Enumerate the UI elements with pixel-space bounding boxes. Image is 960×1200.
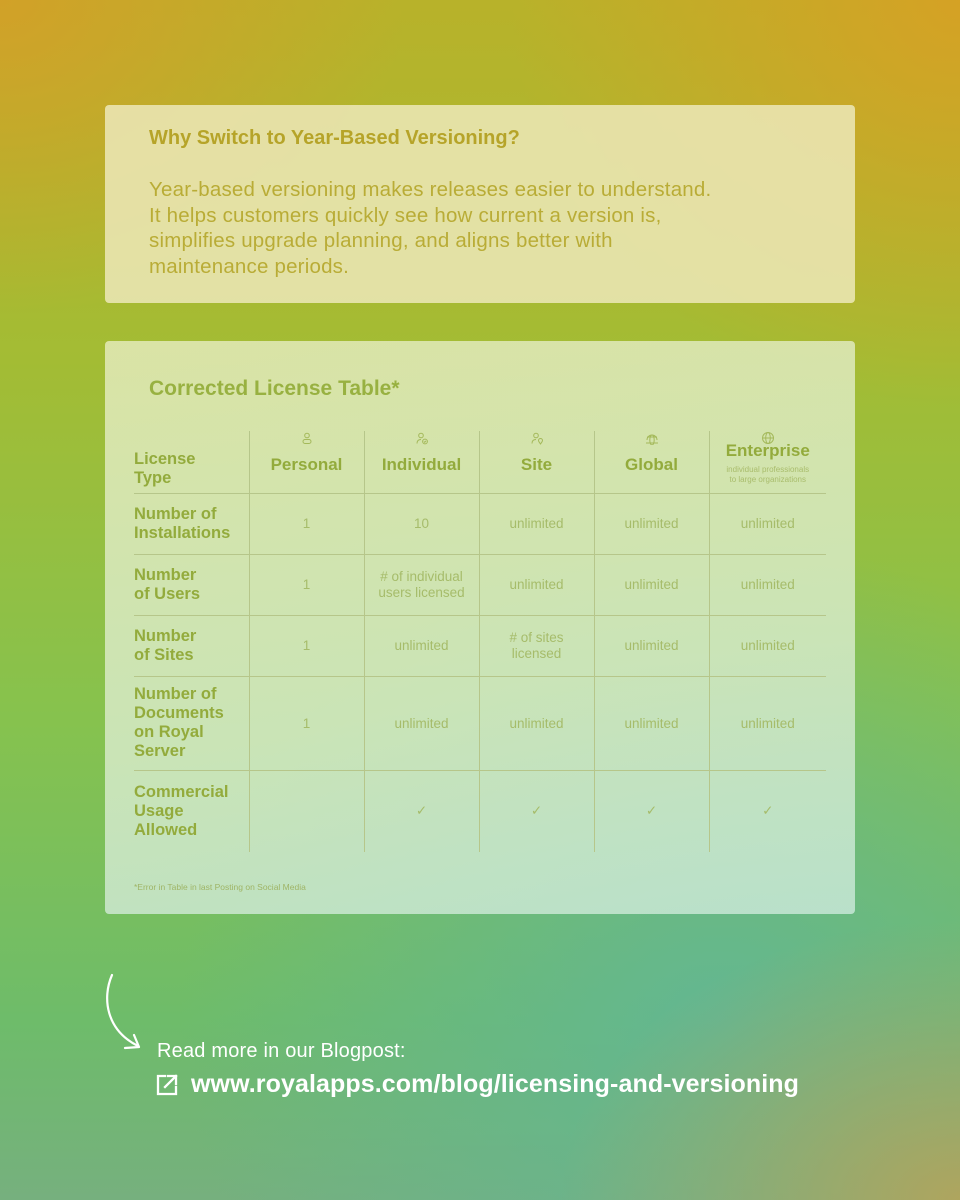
blog-url[interactable]: www.royalapps.com/blog/licensing-and-versioning bbox=[191, 1070, 800, 1098]
column-name: Individual bbox=[381, 454, 462, 474]
corner-line: Type bbox=[134, 468, 172, 487]
table-cell bbox=[479, 615, 594, 676]
table-cell: unlimited bbox=[594, 676, 709, 770]
table-row bbox=[134, 770, 826, 852]
table-cell: unlimited bbox=[364, 676, 479, 770]
cell-line: users licensed bbox=[378, 584, 465, 600]
check-icon: ✓ bbox=[709, 770, 826, 852]
column-name: Enterprise bbox=[725, 440, 810, 460]
license-table bbox=[134, 431, 826, 852]
column-name: Site bbox=[520, 454, 553, 474]
row-label-line: Usage bbox=[134, 801, 184, 820]
table-cell: 10 bbox=[364, 493, 479, 554]
table-cell: 1 bbox=[249, 493, 364, 554]
blog-link[interactable] bbox=[155, 1070, 799, 1099]
row-label-line: on Royal bbox=[134, 723, 204, 741]
body-line: simplifies upgrade planning, and aligns better with bbox=[149, 229, 613, 252]
table-row bbox=[134, 676, 826, 770]
table-cell bbox=[249, 770, 364, 852]
row-label bbox=[134, 493, 249, 554]
row-label-line: of Sites bbox=[134, 645, 194, 664]
cell-line: # of individual bbox=[380, 568, 463, 584]
person-pin-icon bbox=[530, 431, 544, 445]
body-line: maintenance periods. bbox=[149, 254, 350, 278]
check-icon: ✓ bbox=[479, 770, 594, 852]
table-row bbox=[134, 615, 826, 676]
table-cell: unlimited bbox=[594, 554, 709, 615]
info-card-versioning bbox=[105, 105, 855, 303]
row-label bbox=[134, 554, 249, 615]
section-title: Why Switch to Year-Based Versioning? bbox=[149, 127, 520, 149]
row-label bbox=[134, 770, 249, 852]
person-icon bbox=[300, 431, 314, 445]
table-cell: unlimited bbox=[594, 493, 709, 554]
column-header-individual bbox=[364, 431, 479, 493]
table-cell: 1 bbox=[249, 615, 364, 676]
table-cell: unlimited bbox=[479, 554, 594, 615]
table-row bbox=[134, 554, 826, 615]
column-name: Personal bbox=[270, 454, 343, 474]
subtitle-line: to large organizations bbox=[729, 474, 806, 484]
table-cell: unlimited bbox=[594, 615, 709, 676]
footnote: *Error in Table in last Posting on Social Media bbox=[134, 882, 306, 892]
row-label-line: Commercial bbox=[134, 782, 229, 801]
row-label-line: of Users bbox=[134, 584, 201, 603]
row-label-line: Number bbox=[134, 626, 197, 645]
person-check-icon bbox=[415, 431, 429, 445]
column-name: Global bbox=[625, 454, 678, 474]
row-label-line: Number of bbox=[134, 685, 217, 703]
column-header-personal bbox=[249, 431, 364, 493]
column-header-site bbox=[479, 431, 594, 493]
table-cell bbox=[364, 554, 479, 615]
check-icon: ✓ bbox=[364, 770, 479, 852]
section-body bbox=[149, 177, 809, 279]
body-line: It helps customers quickly see how current a version is, bbox=[149, 203, 662, 227]
column-header-enterprise bbox=[709, 431, 826, 493]
license-table-card bbox=[105, 341, 855, 914]
row-label-line: Number bbox=[134, 565, 197, 584]
table-header-row bbox=[134, 431, 826, 493]
read-more-text: Read more in our Blogpost: bbox=[157, 1040, 406, 1062]
row-label-line: Allowed bbox=[134, 820, 198, 839]
body-line: Year-based versioning makes releases easier to understand. bbox=[149, 178, 712, 201]
globe-icon bbox=[761, 431, 775, 445]
row-label-line: Installations bbox=[134, 523, 231, 542]
row-label-line: Number of bbox=[134, 504, 217, 523]
cell-line: licensed bbox=[511, 645, 562, 661]
table-cell: 1 bbox=[249, 676, 364, 770]
row-label bbox=[134, 676, 249, 770]
table-row bbox=[134, 493, 826, 554]
curved-arrow-icon bbox=[100, 972, 150, 1054]
row-label-line: Server bbox=[134, 742, 186, 760]
table-cell: unlimited bbox=[479, 676, 594, 770]
table-cell: unlimited bbox=[364, 615, 479, 676]
check-icon: ✓ bbox=[594, 770, 709, 852]
table-cell: 1 bbox=[249, 554, 364, 615]
table-cell: unlimited bbox=[709, 493, 826, 554]
table-cell: unlimited bbox=[479, 493, 594, 554]
column-subtitle bbox=[710, 465, 827, 485]
table-cell: unlimited bbox=[709, 676, 826, 770]
corner-line: License bbox=[134, 449, 196, 468]
globe-network-icon bbox=[645, 431, 659, 445]
subtitle-line: individual professionals bbox=[726, 464, 810, 474]
table-title: Corrected License Table* bbox=[149, 377, 400, 400]
external-link-icon[interactable] bbox=[155, 1073, 179, 1097]
cell-line: # of sites bbox=[509, 629, 564, 645]
table-cell: unlimited bbox=[709, 554, 826, 615]
column-header-global bbox=[594, 431, 709, 493]
row-label bbox=[134, 615, 249, 676]
corner-header bbox=[134, 431, 249, 493]
row-label-line: Documents bbox=[134, 704, 224, 722]
table-cell: unlimited bbox=[709, 615, 826, 676]
